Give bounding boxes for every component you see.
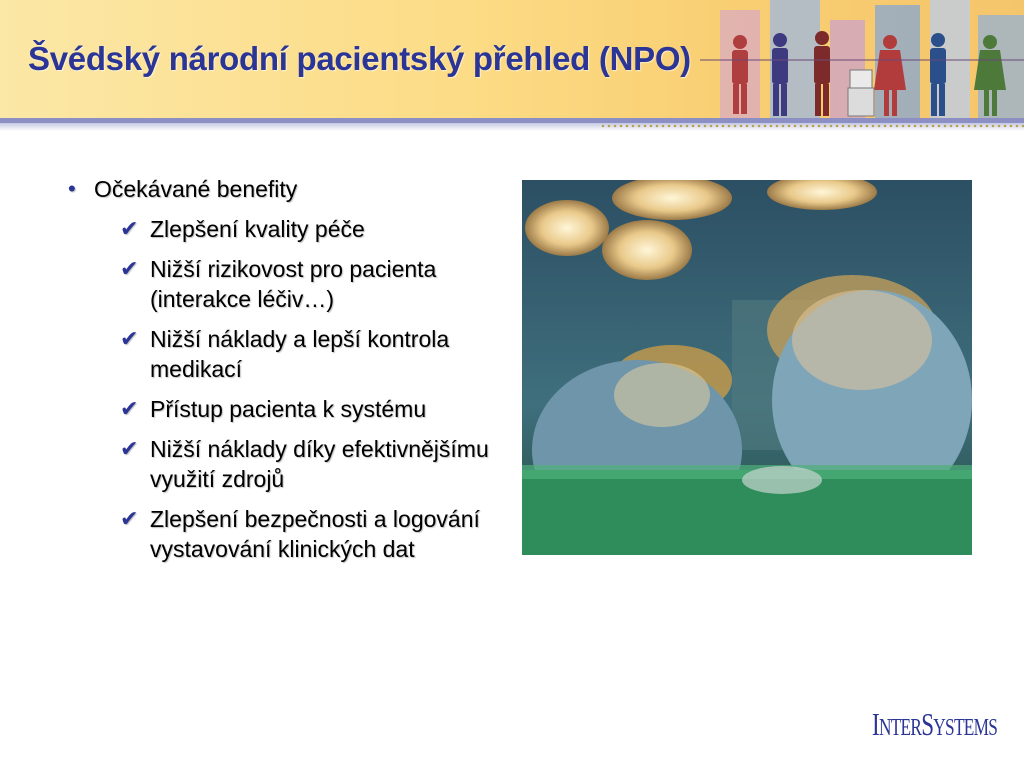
sub-bullet-list (68, 214, 508, 564)
list-item (120, 254, 508, 314)
list-item (120, 504, 508, 564)
checkmark-icon: ✔ (120, 256, 139, 281)
bullet-list (68, 174, 508, 574)
intersystems-logo: INTERSYSTEMS (872, 706, 998, 742)
checkmark-icon: ✔ (120, 396, 139, 421)
list-item (120, 324, 508, 384)
list-item (120, 394, 508, 424)
checkmark-icon: ✔ (120, 506, 139, 531)
list-item (120, 214, 508, 244)
list-item-text: Zlepšení bezpečnosti a logování vystavování klinických dat (150, 506, 480, 562)
business-people-illustration (700, 0, 1024, 120)
main-bullet (68, 174, 508, 204)
list-item (120, 434, 508, 494)
main-bullet-text: Očekávané benefity (94, 176, 298, 202)
round-bullet-icon: • (68, 176, 76, 201)
list-item-text: Zlepšení kvality péče (150, 216, 365, 242)
checkmark-icon: ✔ (120, 326, 139, 351)
list-item-text: Nižší náklady díky efektivnějšímu využití zdrojů (150, 436, 489, 492)
checkmark-icon: ✔ (120, 436, 139, 461)
list-item-text: Nižší náklady a lepší kontrola medikací (150, 326, 450, 382)
list-item-text: Nižší rizikovost pro pacienta (interakce léčiv…) (150, 256, 437, 312)
dotted-divider (600, 124, 1024, 128)
slide-title: Švédský národní pacientský přehled (NPO) (28, 40, 691, 77)
surgeons-photo (522, 180, 972, 555)
slide-header (0, 0, 1024, 122)
list-item-text: Přístup pacienta k systému (150, 396, 427, 422)
checkmark-icon: ✔ (120, 216, 139, 241)
